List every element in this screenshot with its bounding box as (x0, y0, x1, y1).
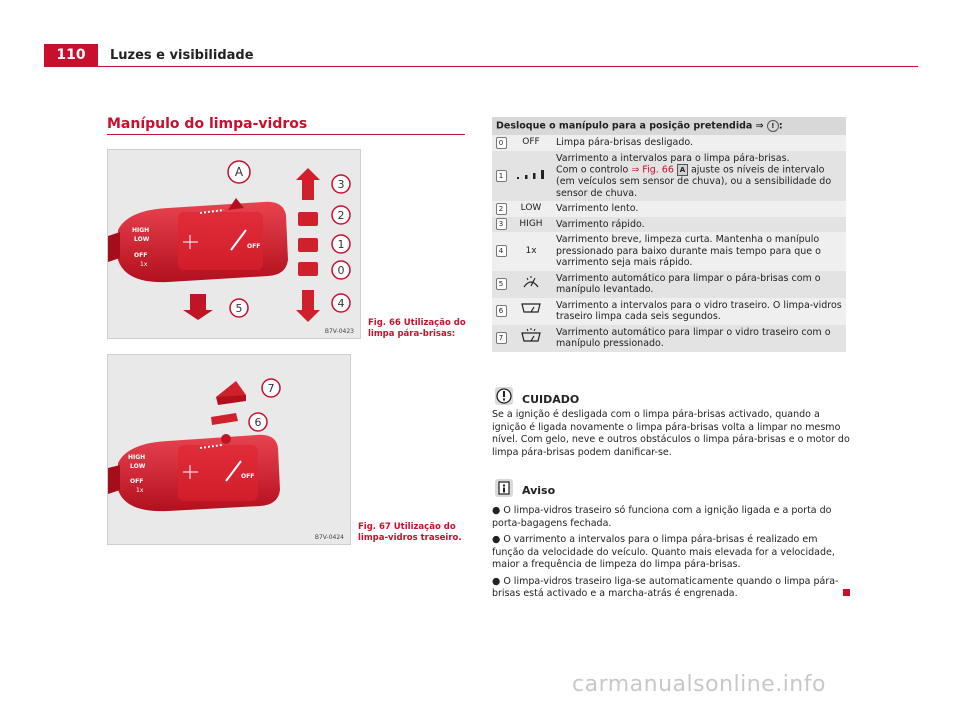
lever-off-text: OFF (130, 478, 144, 485)
row-symbol: LOW (510, 201, 552, 217)
table-row (492, 271, 846, 298)
row-symbol: HIGH (510, 217, 552, 233)
row-number: 2 (496, 203, 507, 215)
figure-code: B7V-0423 (324, 328, 354, 335)
rear-wiper-lever-illustration (108, 355, 350, 544)
row-number: 4 (496, 245, 507, 257)
table-row (492, 135, 846, 151)
table-row (492, 232, 846, 271)
header-divider (44, 66, 918, 67)
watermark: carmanualsonline.info (572, 672, 826, 697)
figure-66-caption: Fig. 66 Utilização do limpa pára-brisas: (368, 318, 466, 339)
wiper-lever-illustration (108, 150, 360, 338)
row-number: 3 (496, 218, 507, 230)
note-bullet: ● O limpa-vidros traseiro só funciona com a ignição ligada e a porta do porta-bagagens fechada. (492, 505, 832, 529)
figure-66 (107, 149, 361, 339)
lever-low-text: LOW (134, 236, 150, 243)
control-a-badge: A (677, 164, 688, 176)
rear-wiper-icon (510, 298, 552, 325)
figure-label-5: 5 (235, 302, 243, 315)
note-bullet-text: O limpa-vidros traseiro só funciona com a ignição ligada e a porta do porta-bagagens fechada. (492, 505, 832, 529)
row-text-line: ajuste os níveis de intervalo (em veículos sem sensor de chuva), ou a sensibilidade do sensor de chuva. (556, 164, 832, 199)
caution-title: CUIDADO (522, 393, 580, 406)
figure-label-a: A (234, 165, 244, 179)
row-text-line: Com o controlo (556, 164, 629, 176)
table-row (492, 201, 846, 217)
lever-high-text: HIGH (128, 454, 146, 461)
figure-code: B7V-0424 (314, 534, 344, 541)
table-row (492, 298, 846, 325)
lever-high-text: HIGH (132, 227, 150, 234)
lever-1x-text: 1x (140, 261, 148, 268)
row-number: 1 (496, 170, 507, 182)
table-header (492, 117, 846, 135)
table-header-cell (492, 117, 846, 135)
note-bullet-text: O limpa-vidros traseiro liga-se automaticamente quando o limpa pára-brisas está activado e a marcha-atrás é engrenada. (492, 575, 839, 599)
row-number: 5 (496, 278, 507, 290)
note-icon (494, 478, 514, 498)
row-number: 0 (496, 137, 507, 149)
figure-67 (107, 354, 351, 545)
header-text: Desloque o manípulo para a posição pretendida ⇒ (496, 120, 764, 132)
windscreen-washer-icon (510, 271, 552, 298)
note-bullet: ● O limpa-vidros traseiro liga-se automaticamente quando o limpa pára-brisas está activado e a marcha-atrás é engrenada. (492, 575, 839, 599)
figure-label-6: 6 (254, 416, 262, 429)
table-row (492, 217, 846, 233)
row-text: Varrimento automático para limpar o pára-brisas com o manípulo levantado. (552, 271, 846, 298)
section-title: Manípulo do limpa-vidros (107, 116, 308, 132)
row-text: Limpa pára-brisas desligado. (552, 135, 846, 151)
figure-label-0: 0 (337, 264, 345, 277)
row-number: 7 (496, 332, 507, 344)
note-body (492, 505, 850, 601)
note-bullet-text: O varrimento a intervalos para o limpa pára-brisas é realizado em função da velocidade do veículo. Quanto mais elevada for a velocidade, maior a frequência de limpeza do limpa pára-brisas. (492, 534, 835, 570)
lever-1x-text: 1x (136, 487, 144, 494)
header-suffix: : (778, 120, 783, 132)
lever-off-text: OFF (134, 252, 148, 259)
table-row (492, 151, 846, 202)
figure-label-1: 1 (337, 238, 345, 251)
row-text: Varrimento lento. (552, 201, 846, 217)
interval-bars-icon (510, 151, 552, 202)
table-row (492, 325, 846, 352)
caution-text: Se a ignição é desligada com o limpa pára-brisas activado, quando a ignição é ligada novamente o limpa pára-brisas volta a limpar no mesmo nível. Com gelo, neve e outros obstáculos o limpa pára-brisas e o motor do limpa pára-brisas podem danificar-se. (492, 409, 850, 458)
lever-off-right-text: OFF (241, 473, 255, 480)
wiper-positions-table (492, 117, 846, 352)
rear-washer-icon (510, 325, 552, 352)
row-text: Varrimento automático para limpar o vidro traseiro com o manípulo pressionado. (552, 325, 846, 352)
row-text-line: Varrimento a intervalos para o limpa pára-brisas. (556, 152, 790, 164)
page-number: 110 (44, 44, 98, 66)
figure-label-2: 2 (337, 209, 345, 222)
row-text: Varrimento breve, limpeza curta. Mantenha o manípulo pressionado para baixo durante mais tempo para que o varrimento seja mais rápido. (552, 232, 846, 271)
row-text (552, 151, 846, 202)
row-symbol: OFF (510, 135, 552, 151)
section-end-marker (843, 589, 850, 596)
figure-label-3: 3 (337, 178, 345, 191)
row-text: Varrimento a intervalos para o vidro traseiro. O limpa-vidros traseiro limpa cada seis segundos. (552, 298, 846, 325)
section-divider (107, 134, 465, 135)
row-number: 6 (496, 305, 507, 317)
lever-low-text: LOW (130, 463, 146, 470)
row-symbol: 1x (510, 232, 552, 271)
row-text: Varrimento rápido. (552, 217, 846, 233)
figure-label-4: 4 (337, 297, 345, 310)
caution-icon (494, 386, 514, 406)
chapter-title: Luzes e visibilidade (110, 48, 254, 63)
warning-icon: ! (767, 120, 779, 132)
note-bullet: ● O varrimento a intervalos para o limpa pára-brisas é realizado em função da velocidade do veículo. Quanto mais elevada for a velocidade, maior a frequência de limpeza do limpa pára-brisas. (492, 534, 835, 570)
figure-reference-link[interactable]: ⇒ Fig. 66 (631, 164, 674, 176)
note-title: Aviso (522, 484, 556, 497)
lever-off-right-text: OFF (247, 243, 261, 250)
figure-label-7: 7 (267, 382, 275, 395)
figure-67-caption: Fig. 67 Utilização do limpa-vidros traseiro. (358, 522, 462, 543)
